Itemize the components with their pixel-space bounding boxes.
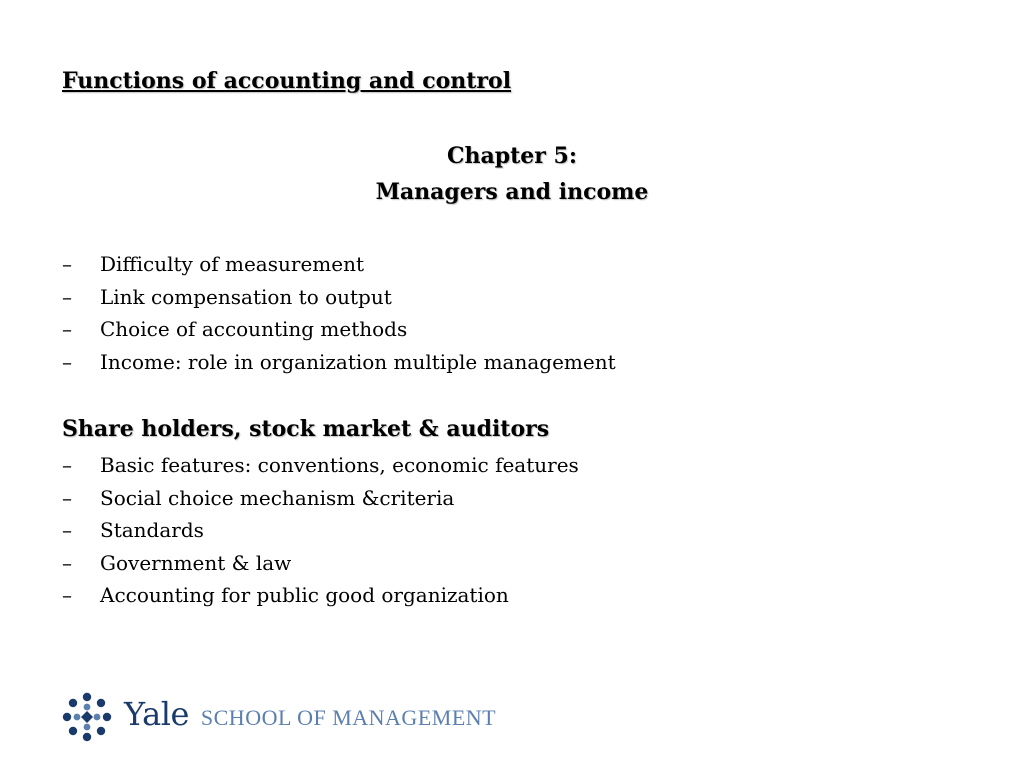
shareholders-list <box>62 452 579 615</box>
list-item-text: Social choice mechanism &criteria <box>100 485 455 510</box>
bullet-dash: – <box>62 252 72 276</box>
slide-title: Functions of accounting and control <box>62 68 512 94</box>
managers-income-list <box>62 251 616 381</box>
bullet-dash: – <box>62 284 72 309</box>
list-item <box>62 316 616 349</box>
yale-emblem-icon <box>62 692 112 742</box>
list-item-text: Link compensation to output <box>100 284 392 309</box>
list-item-text: Standards <box>100 518 204 543</box>
list-item <box>62 485 579 518</box>
list-item <box>62 582 579 615</box>
brand-yale: Yale <box>124 695 189 733</box>
bullet-dash: – <box>62 453 72 477</box>
list-item <box>62 349 616 382</box>
bullet-dash: – <box>62 317 72 342</box>
bullet-dash: – <box>62 583 72 608</box>
bullet-dash: – <box>62 550 72 575</box>
list-item <box>62 550 579 583</box>
list-item-text: Difficulty of measurement <box>100 252 364 276</box>
list-item <box>62 284 616 317</box>
bullet-dash: – <box>62 349 72 374</box>
brand-school: SCHOOL OF MANAGEMENT <box>200 705 497 730</box>
bullet-dash: – <box>62 485 72 510</box>
chapter-subtitle: Managers and income <box>375 179 649 205</box>
list-item <box>62 251 616 284</box>
list-item-text: Government & law <box>100 550 292 575</box>
section-heading: Share holders, stock market & auditors <box>62 416 550 442</box>
list-item-text: Basic features: conventions, economic features <box>100 453 579 477</box>
list-item-text: Choice of accounting methods <box>100 317 408 342</box>
chapter-heading <box>0 143 1024 169</box>
chapter-number: Chapter 5: <box>447 143 577 169</box>
bullet-dash: – <box>62 518 72 543</box>
yale-som-logo <box>62 690 496 744</box>
list-item-text: Accounting for public good organization <box>100 583 509 608</box>
list-item <box>62 517 579 550</box>
list-item-text: Income: role in organization multiple management <box>100 349 616 374</box>
list-item <box>62 452 579 485</box>
